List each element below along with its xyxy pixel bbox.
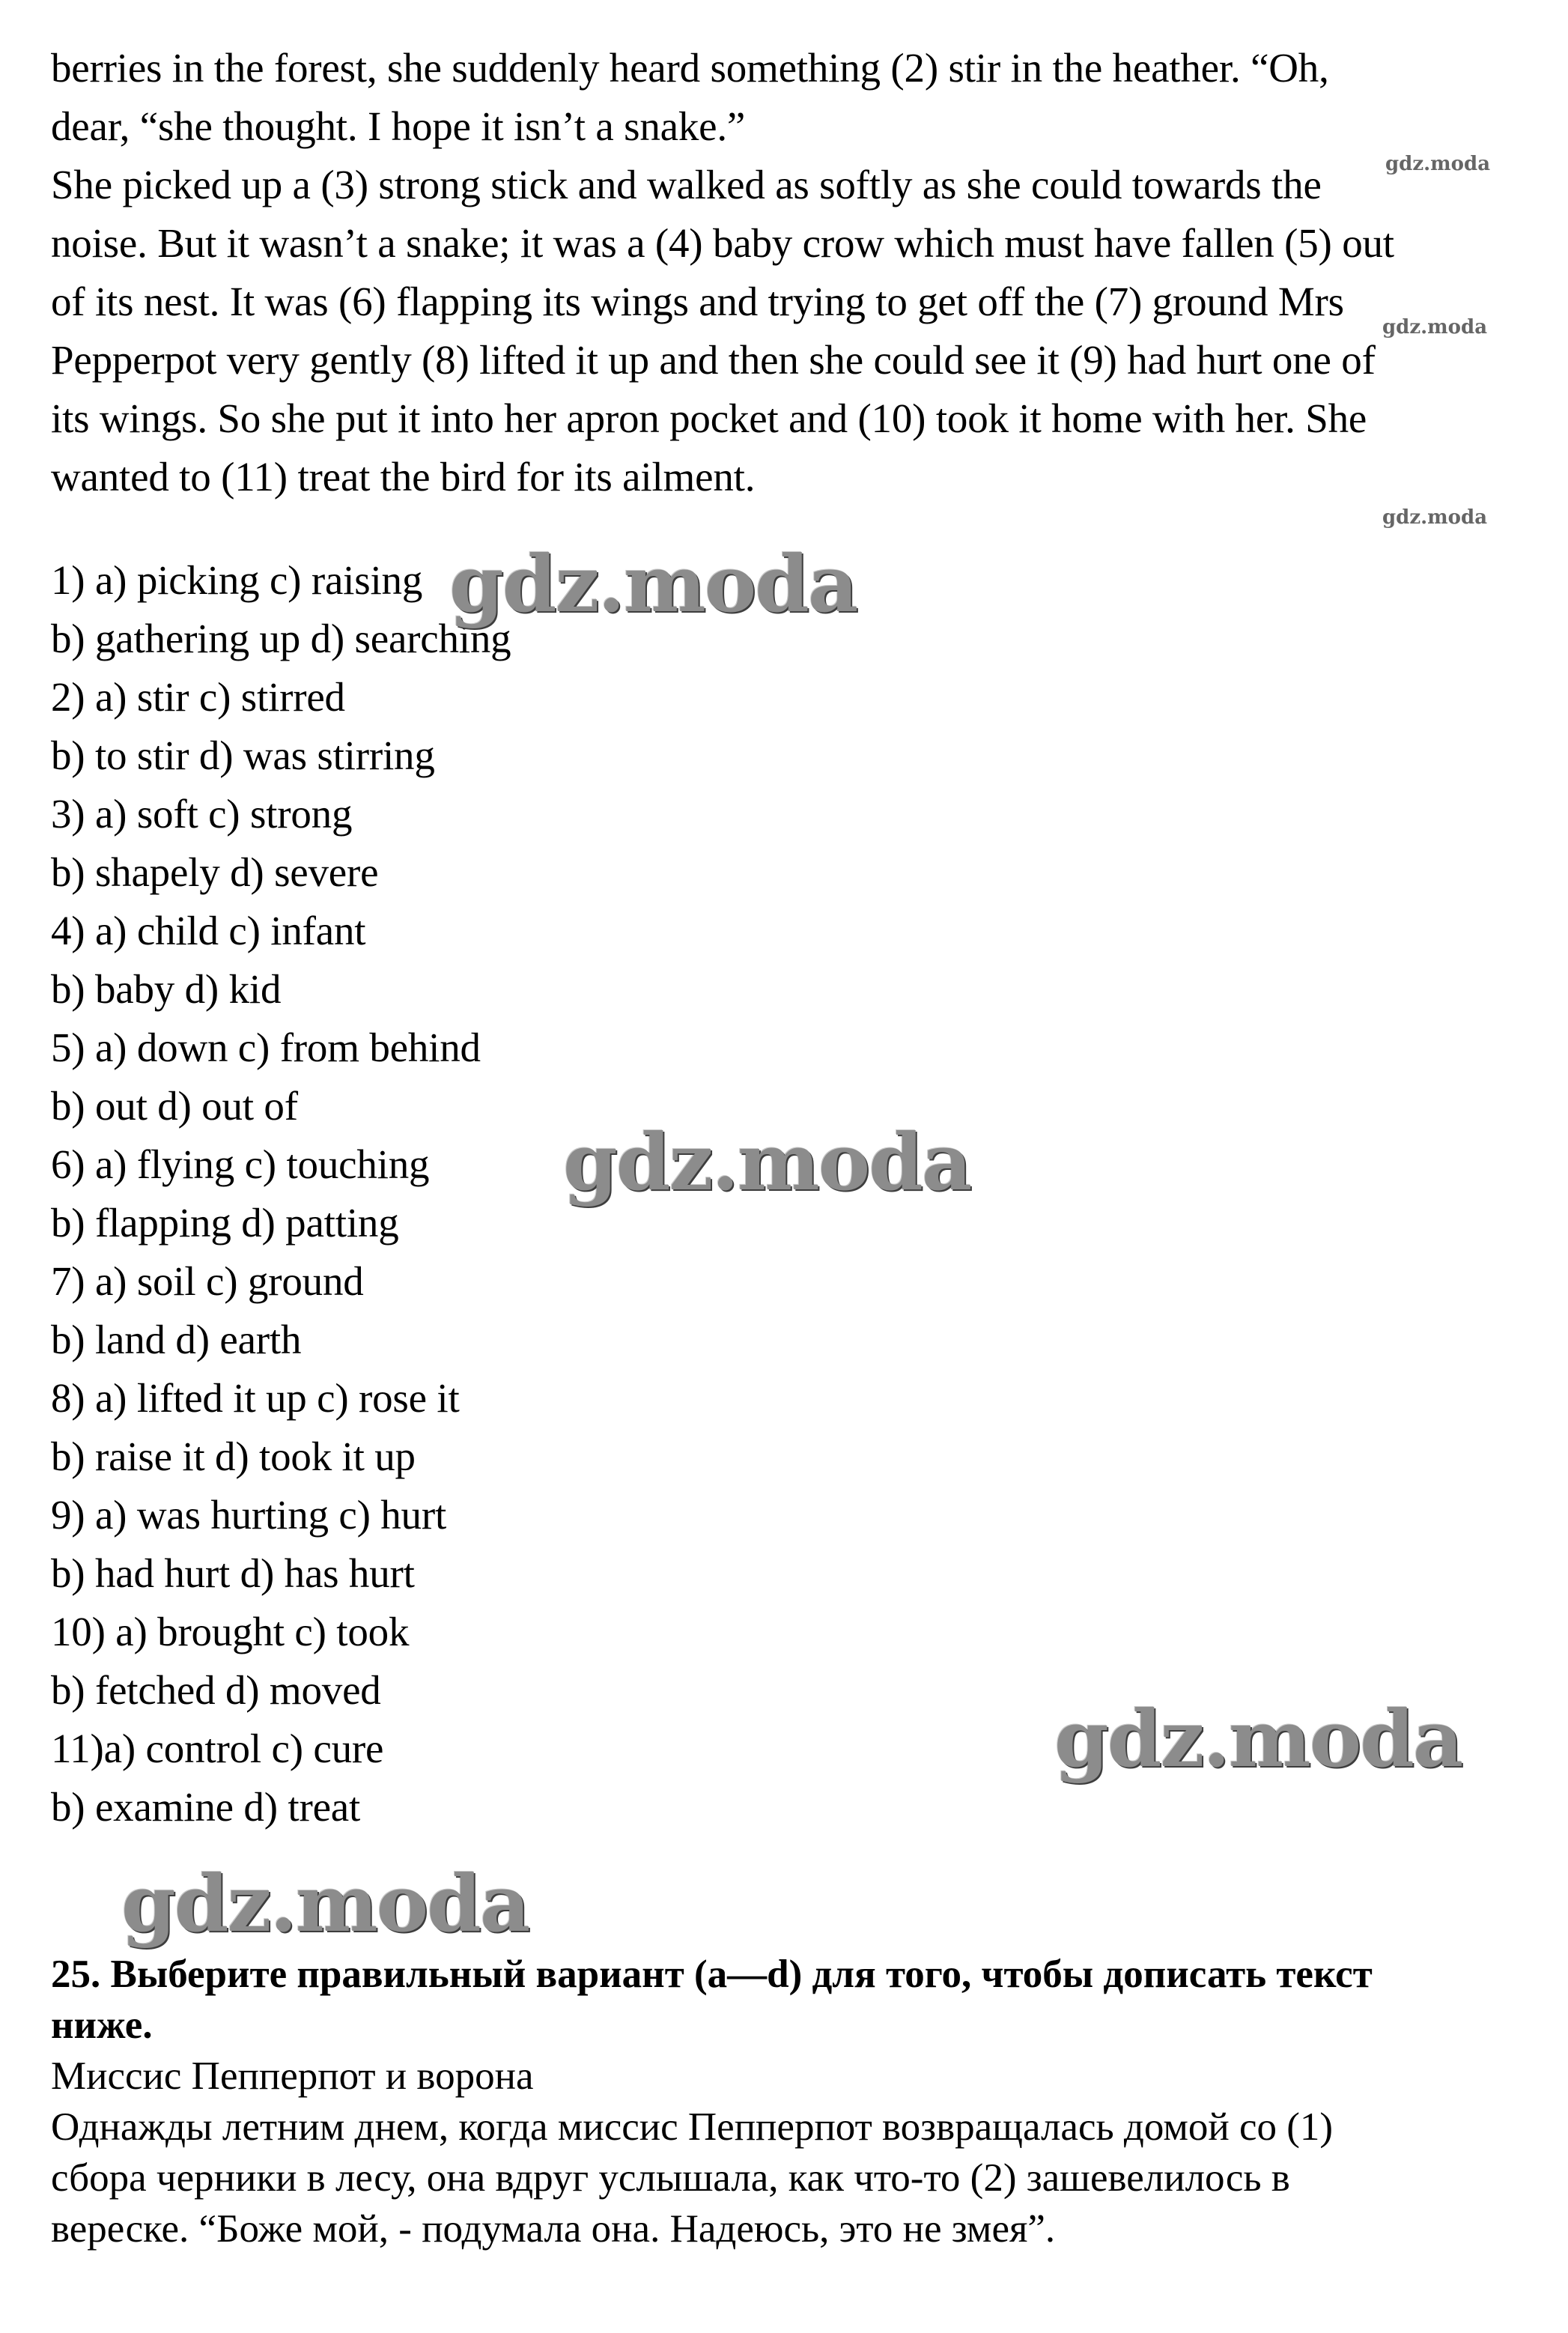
answer-option-line: 5) a) down c) from behind (51, 1025, 481, 1070)
answer-option-line: 3) a) soft c) strong (51, 791, 353, 837)
passage-line: wanted to (11) treat the bird for its ailment. (51, 454, 756, 500)
passage-line: berries in the forest, she suddenly heard something (2) stir in the heather. “Oh, (51, 45, 1329, 91)
passage-line: of its nest. It was (6) flapping its wings and trying to get off the (7) ground Mrs (51, 279, 1344, 324)
watermark-large: gdz.moda (563, 1116, 971, 1208)
task-title: Миссис Пепперпот и ворона (51, 2054, 534, 2098)
task-heading-line: 25. Выберите правильный вариант (a—d) для того, чтобы дописать текст (51, 1953, 1373, 1996)
watermark-small: gdz.moda (1385, 153, 1491, 175)
passage-line: its wings. So she put it into her apron pocket and (10) took it home with her. She (51, 395, 1367, 441)
passage-line: She picked up a (3) strong stick and walked as softly as she could towards the (51, 162, 1322, 207)
answer-option-line: 6) a) flying c) touching (51, 1141, 430, 1187)
task-text-line: сбора черники в лесу, она вдруг услышала, как что-то (2) зашевелилось в (51, 2156, 1290, 2200)
passage-line: noise. But it wasn’t a snake; it was a (4) baby crow which must have fallen (5) out (51, 220, 1394, 266)
task-25 (51, 1949, 1519, 2254)
answer-option-line: b) land d) earth (51, 1317, 302, 1362)
answer-option-line: 9) a) was hurting c) hurt (51, 1492, 447, 1538)
answer-option-line: b) to stir d) was stirring (51, 732, 435, 778)
task-text-line: Однажды летним днем, когда миссис Пепперпот возвращалась домой со (1) (51, 2105, 1334, 2149)
answer-option-line: 2) a) stir c) stirred (51, 674, 345, 720)
answer-option-line: b) fetched d) moved (51, 1667, 381, 1713)
task-text-line: вереске. “Боже мой, - подумала она. Надеюсь, это не змея”. (51, 2207, 1056, 2251)
answer-option-line: 7) a) soil c) ground (51, 1258, 364, 1304)
watermark-large: gdz.moda (121, 1857, 529, 1950)
answer-option-line: 10) a) brought c) took (51, 1609, 410, 1654)
watermark-large: gdz.moda (449, 538, 857, 630)
answer-option-line: 11)a) control c) cure (51, 1726, 384, 1771)
watermark-small: gdz.moda (1382, 506, 1488, 529)
answer-option-line: b) had hurt d) has hurt (51, 1550, 415, 1596)
task-heading-line: ниже. (51, 2003, 153, 2047)
english-passage (51, 39, 1519, 506)
answer-option-line: 4) a) child c) infant (51, 908, 366, 953)
answer-option-line: 8) a) lifted it up c) rose it (51, 1375, 460, 1421)
answer-option-line: 1) a) picking c) raising (51, 557, 423, 603)
answer-option-line: b) gathering up d) searching (51, 616, 511, 661)
answer-option-line: b) flapping d) patting (51, 1200, 399, 1246)
answer-option-line: b) out d) out of (51, 1083, 298, 1129)
watermark-large: gdz.moda (1054, 1693, 1462, 1785)
watermark-small: gdz.moda (1382, 316, 1488, 339)
passage-line: Pepperpot very gently (8) lifted it up and then she could see it (9) had hurt one of (51, 337, 1376, 383)
answer-option-line: b) examine d) treat (51, 1784, 361, 1830)
answer-option-line: b) raise it d) took it up (51, 1434, 416, 1479)
passage-line: dear, “she thought. I hope it isn’t a snake.” (51, 103, 746, 149)
answer-option-line: b) baby d) kid (51, 966, 282, 1012)
answer-option-line: b) shapely d) severe (51, 849, 379, 895)
